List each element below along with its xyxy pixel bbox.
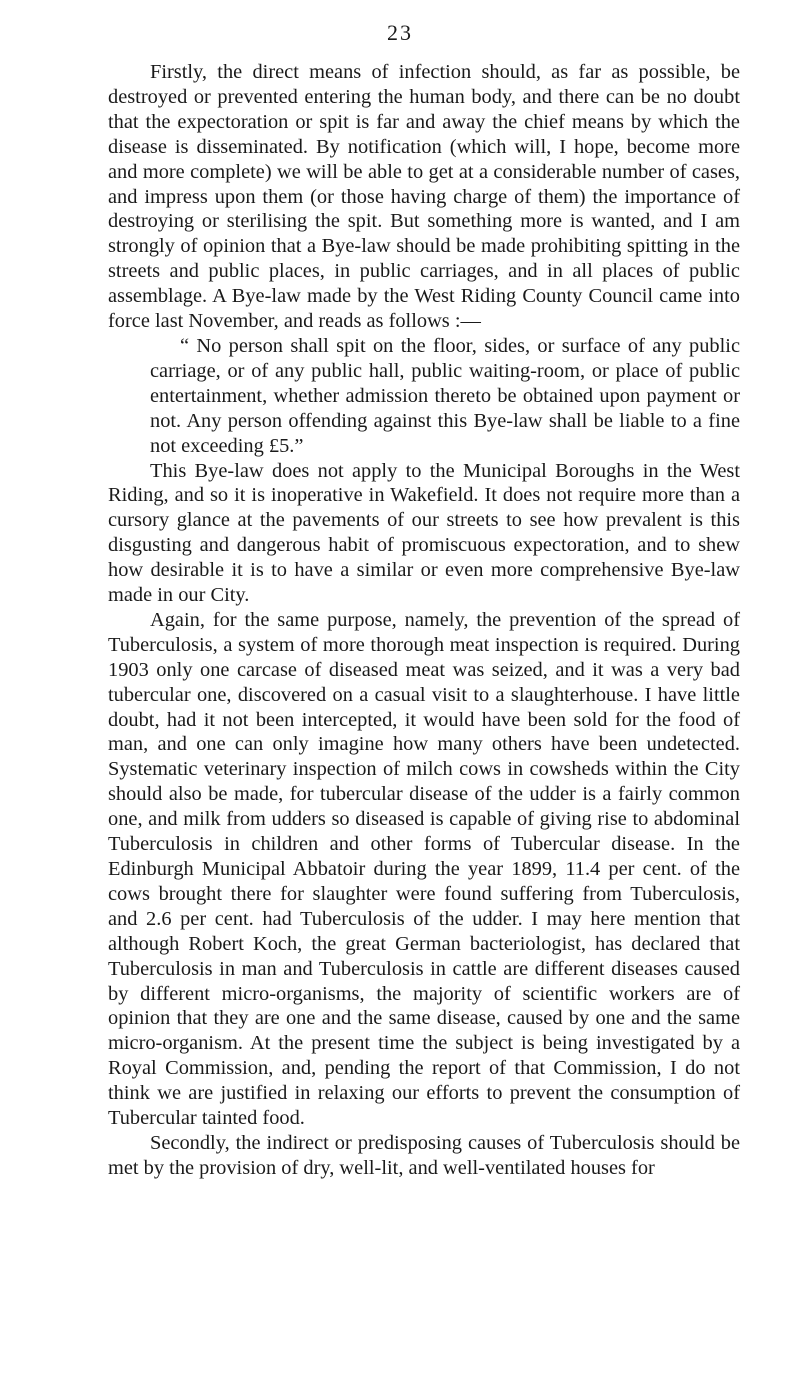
paragraph-municipal-boroughs: This Bye-law does not apply to the Municipal Boroughs in the West Riding, and so it is inoperative in Wakefield. It does not require more than a cursory glance at the pavements of our streets to see how prevalent is this disgusting and dangerous habit of promiscuous expectoration, and to shew how desirable it is to have a similar or even more comprehensive Bye-law made in our City.: [108, 459, 740, 607]
paragraph-meat-inspection: Again, for the same purpose, namely, the prevention of the spread of Tuberculosis, a system of more thorough meat inspection is required. During 1903 only one carcase of diseased meat was seized, and it was a very bad tubercular one, discovered on a casual visit to a slaughterhouse. I have little doubt, had it not been intercepted, it would have been sold for the food of man, and one can only imagine how many others have been undetected. Systematic veterinary inspection of milch cows in cowsheds within the City should also be made, for tubercular disease of the udder is a fairly common one, and milk from udders so diseased is capable of giving rise to abdominal Tuberculosis in children and other forms of Tubercular disease. In the Edinburgh Municipal Abbatoir during the year 1899, 11.4 per cent. of the cows brought there for slaughter were found suffering from Tuberculosis, and 2.6 per cent. had Tuberculosis of the udder. I may here mention that although Robert Koch, the great German bacteriologist, has declared that Tuberculosis in man and Tuberculosis in cattle are different diseases caused by different micro-organisms, the majority of scientific workers are of opinion that they are one and the same disease, caused by one and the same micro-organism. At the present time the subject is being investigated by a Royal Commission, and, pending the report of that Commission, I do not think we are justified in relaxing our efforts to prevent the consumption of Tubercular tainted food.: [108, 608, 740, 1130]
paragraph-direct-means: Firstly, the direct means of infection should, as far as possible, be destroyed or prevented entering the human body, and there can be no doubt that the expectoration or spit is far and away the chief means by which the disease is disseminated. By notification (which will, I hope, become more and more complete) we will be able to get at a considerable number of cases, and impress upon them (or those having charge of them) the importance of destroying or sterilising the spit. But something more is wanted, and I am strongly of opinion that a Bye-law should be made prohibiting spitting in the streets and public places, in public carriages, and in all places of public assemblage. A Bye-law made by the West Riding County Council came into force last November, and reads as follows :—: [108, 61, 740, 333]
page-number: 23: [387, 20, 413, 45]
paragraph-indirect-causes: Secondly, the indirect or predisposing causes of Tuberculosis should be met by the provision of dry, well-lit, and well-ventilated houses for: [108, 1131, 740, 1179]
body-text: [108, 60, 740, 1181]
bye-law-quotation: “ No person shall spit on the floor, sides, or surface of any public carriage, or of any public hall, public waiting-room, or place of public entertainment, whether admission thereto be obtained upon payment or not. Any person offending against this Bye-law shall be liable to a fine not exceeding £5.”: [150, 334, 740, 457]
